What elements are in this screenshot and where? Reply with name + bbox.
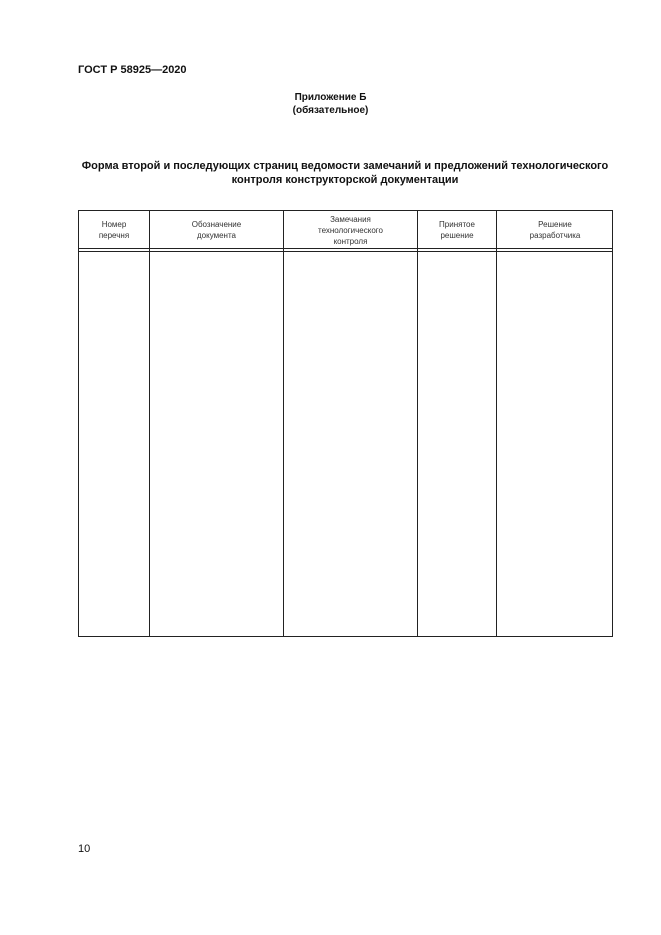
header-text: Решение xyxy=(538,220,572,229)
header-text: технологического xyxy=(318,225,383,235)
header-document-designation xyxy=(150,211,283,249)
document-code: ГОСТ Р 58925—2020 xyxy=(78,64,187,76)
header-text: Принятое xyxy=(439,220,475,229)
header-text: решение xyxy=(440,231,474,240)
appendix-title: Приложение Б xyxy=(294,92,367,103)
form-title-line1: Форма второй и последующих страниц ведомости замечаний и предложений технологического xyxy=(81,160,609,172)
header-list-number xyxy=(79,211,149,249)
form-title-line2: контроля конструкторской документации xyxy=(231,174,459,186)
header-text: разработчика xyxy=(529,231,581,240)
header-text: контроля xyxy=(333,236,368,246)
header-text: Замечания xyxy=(330,214,371,224)
header-text: документа xyxy=(196,231,236,240)
remarks-table xyxy=(78,210,613,637)
form-title xyxy=(60,159,630,187)
header-text: Обозначение xyxy=(191,220,242,229)
column-divider xyxy=(417,211,418,636)
column-divider xyxy=(283,211,284,636)
column-divider xyxy=(149,211,150,636)
header-accepted-decision xyxy=(418,211,496,249)
header-divider xyxy=(79,251,612,252)
header-technological-remarks xyxy=(284,211,417,249)
header-developer-decision xyxy=(497,211,613,249)
header-text: Номер xyxy=(101,220,127,229)
header-text: перечня xyxy=(98,231,130,240)
appendix-status: (обязательное) xyxy=(292,105,369,116)
column-divider xyxy=(496,211,497,636)
page-number: 10 xyxy=(78,843,91,855)
